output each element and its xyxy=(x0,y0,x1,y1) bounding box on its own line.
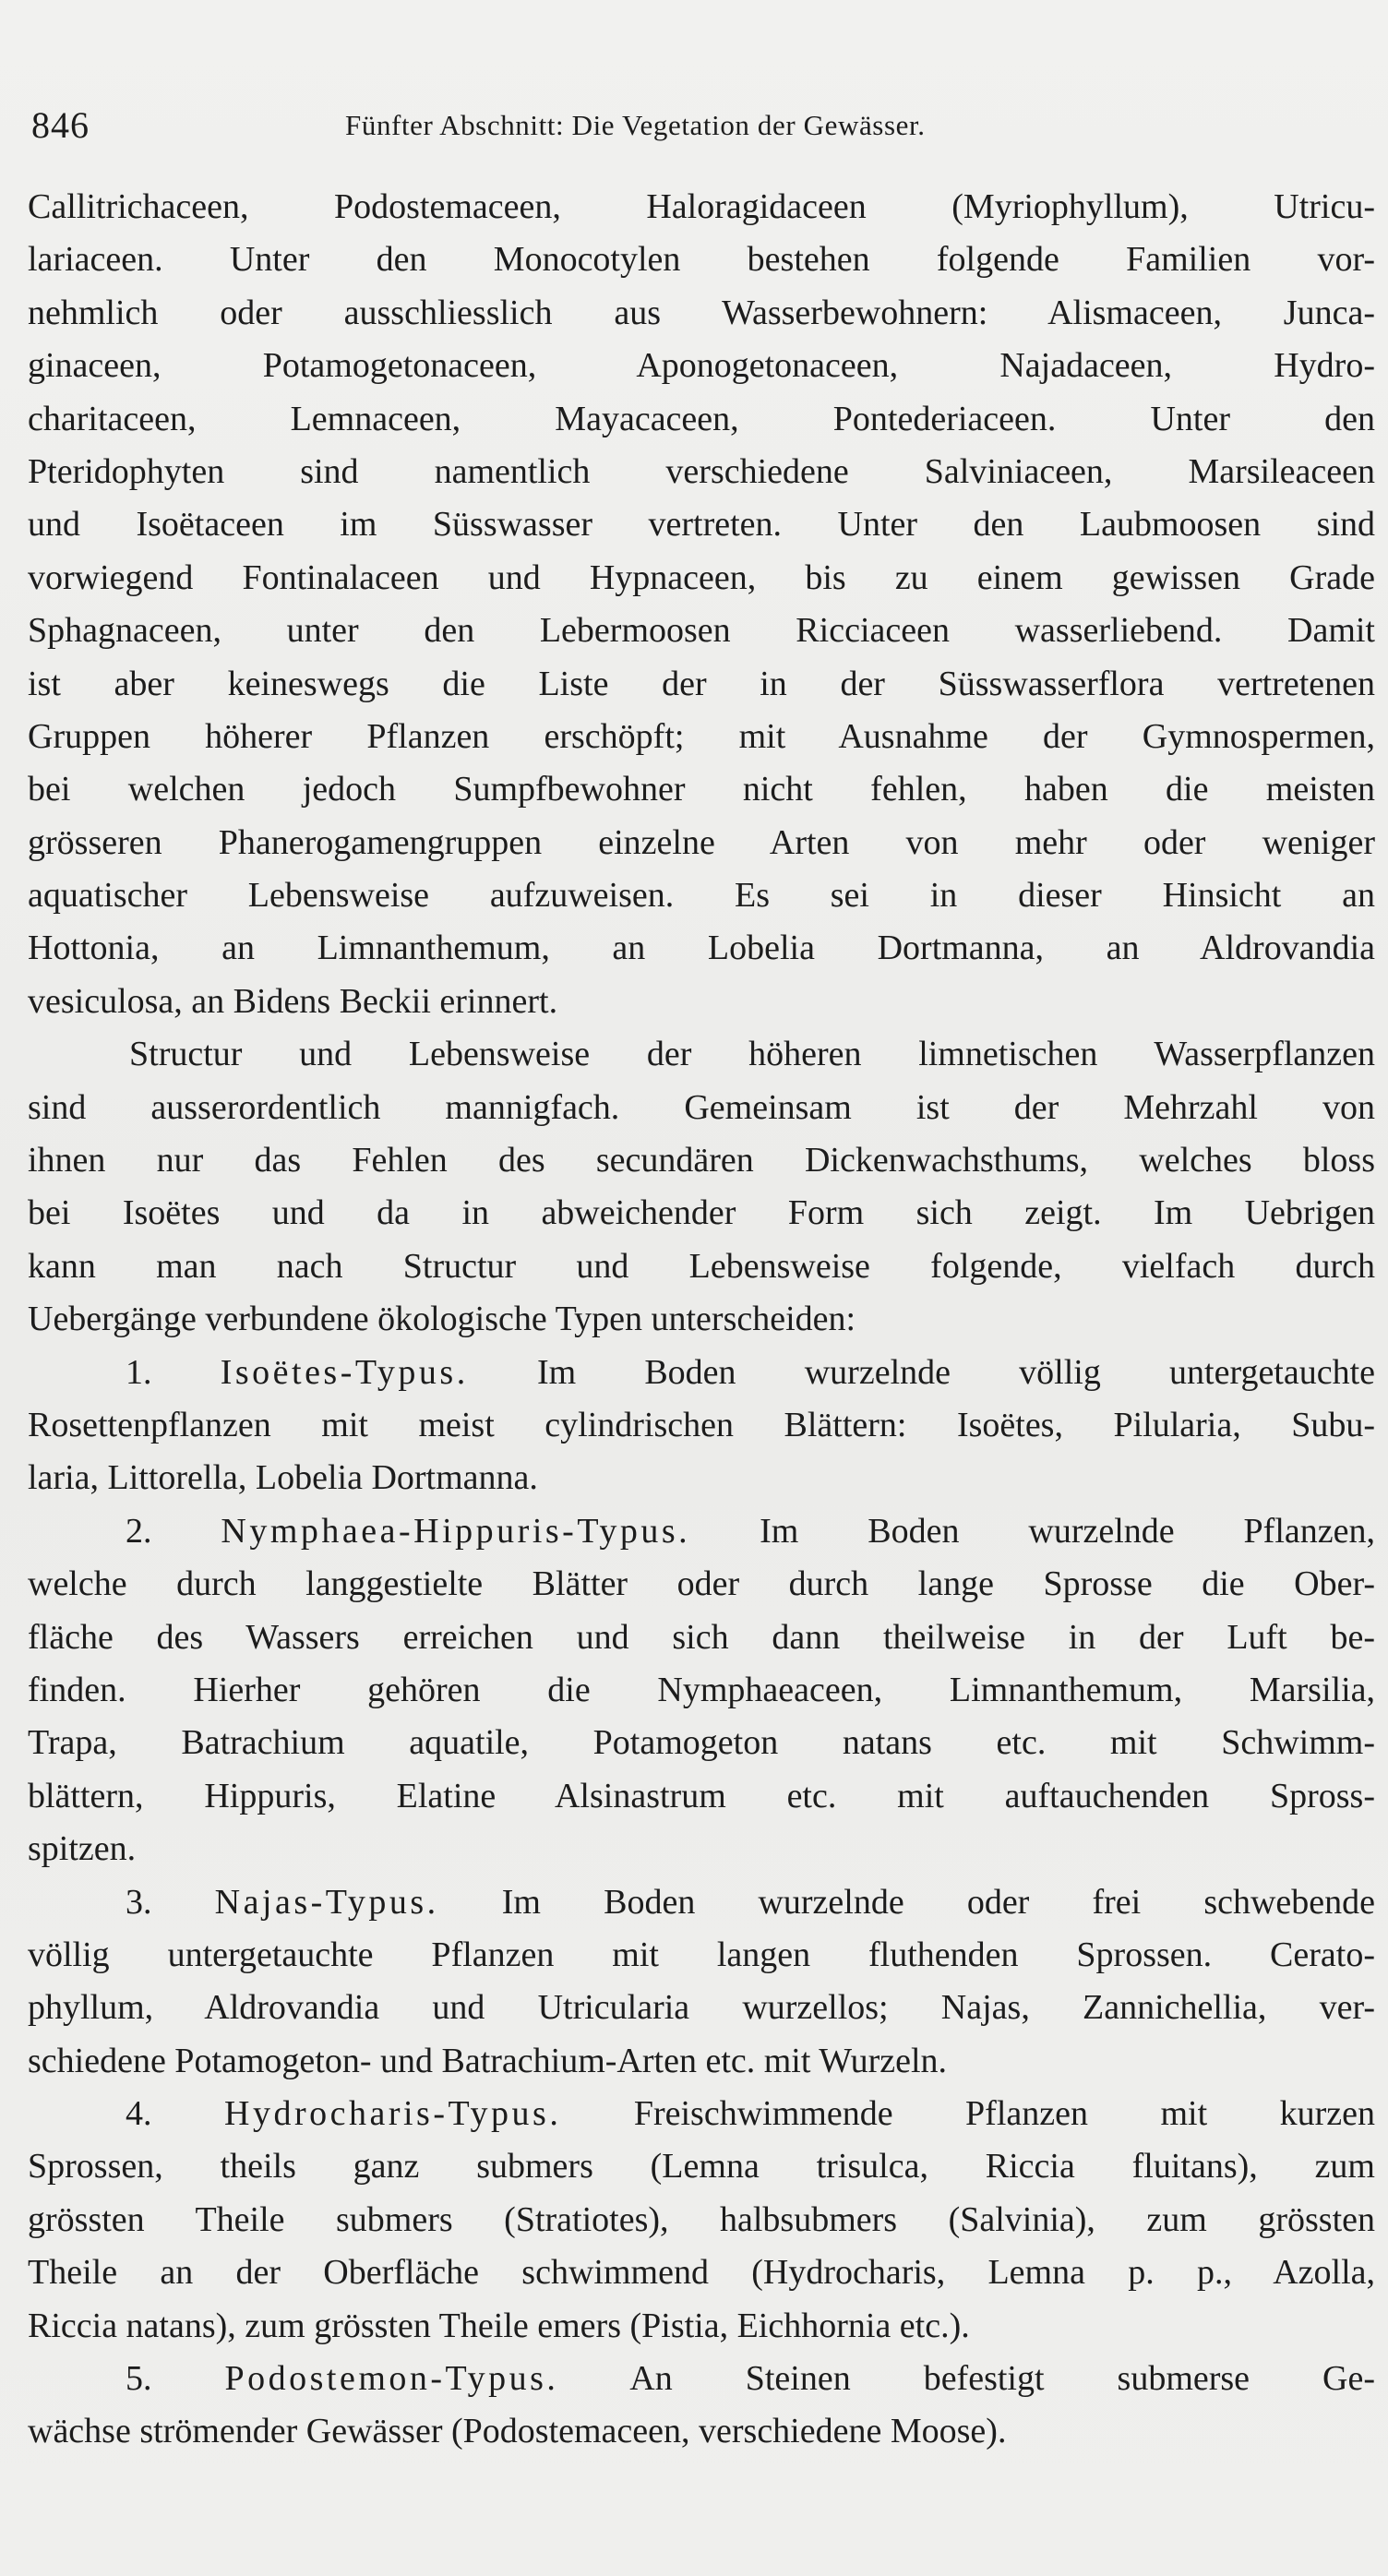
type-heading-line xyxy=(28,1505,1375,1558)
type-name: Hydrocharis-Typus. xyxy=(224,2094,562,2134)
text-line: aquatischer Lebensweise aufzuweisen. Es sei in dieser Hinsicht an xyxy=(28,876,1375,916)
text-line: grösseren Phanerogamengruppen einzelne Arten von mehr oder weniger xyxy=(28,822,1375,862)
type-name: Podostemon-Typus. xyxy=(224,2359,559,2399)
type-number: 4. xyxy=(126,2094,152,2134)
text-line: phyllum, Aldrovandia und Utricularia wurzellos; Najas, Zannichellia, ver- xyxy=(28,1988,1375,2028)
type-heading-line xyxy=(28,2088,1375,2140)
text-line: Trapa, Batrachium aquatile, Potamogeton natans etc. mit Schwimm- xyxy=(28,1723,1375,1763)
text-line: An Steinen befestigt submerse Ge- xyxy=(629,2359,1375,2399)
text-line: kann man nach Structur und Lebensweise folgende, vielfach durch xyxy=(28,1246,1375,1286)
text-line: finden. Hierher gehören die Nymphaeaceen, Limnanthemum, Marsilia, xyxy=(28,1670,1375,1709)
type-number: 5. xyxy=(126,2359,152,2399)
text-line: sind ausserordentlich mannigfach. Gemeinsam ist der Mehrzahl von xyxy=(28,1087,1375,1127)
type-number: 2. xyxy=(126,1511,152,1551)
type-name: Nymphaea-Hippuris-Typus. xyxy=(221,1511,691,1551)
text-line: bei welchen jedoch Sumpfbewohner nicht fehlen, haben die meisten xyxy=(28,770,1375,809)
text-line: fläche des Wassers erreichen und sich dann theilweise in der Luft be- xyxy=(28,1617,1375,1657)
text-line: blättern, Hippuris, Elatine Alsinastrum etc. mit auftauchenden Spross- xyxy=(28,1776,1375,1815)
text-line: Pteridophyten sind namentlich verschiedene Salviniaceen, Marsileaceen xyxy=(28,451,1375,491)
text-line: Structur und Lebensweise der höheren limnetischen Wasserpflanzen xyxy=(129,1035,1375,1074)
type-number: 3. xyxy=(126,1882,152,1922)
text-line: Riccia natans), zum grössten Theile emers (Pistia, Eichhornia etc.). xyxy=(28,2306,970,2345)
type-number: 1. xyxy=(126,1352,152,1392)
page-number: 846 xyxy=(31,104,90,146)
text-line: wächse strömender Gewässer (Podostemaceen, verschiedene Moose). xyxy=(28,2412,1007,2451)
text-line: Theile an der Oberfläche schwimmend (Hydrocharis, Lemna p. p., Azolla, xyxy=(28,2253,1375,2293)
text-line: charitaceen, Lemnaceen, Mayacaceen, Pontederiaceen. Unter den xyxy=(28,399,1375,438)
text-line: Sphagnaceen, unter den Lebermoosen Ricciaceen wasserliebend. Damit xyxy=(28,611,1375,651)
text-line: Gruppen höherer Pflanzen erschöpft; mit Ausnahme der Gymnospermen, xyxy=(28,716,1375,756)
text-line: welche durch langgestielte Blätter oder durch lange Sprosse die Ober- xyxy=(28,1564,1375,1604)
body-text xyxy=(28,181,1375,2459)
text-line: ginaceen, Potamogetonaceen, Aponogetonaceen, Najadaceen, Hydro- xyxy=(28,346,1375,386)
header-title: Fünfter Abschnitt: Die Vegetation der Gewässer. xyxy=(345,109,926,141)
type-heading-line xyxy=(28,1347,1375,1399)
text-line: Callitrichaceen, Podostemaceen, Haloragidaceen (Myriophyllum), Utricu- xyxy=(28,187,1375,226)
text-line: Rosettenpflanzen mit meist cylindrischen Blättern: Isoëtes, Pilularia, Subu- xyxy=(28,1405,1375,1444)
text-line: und Isoëtaceen im Süsswasser vertreten. Unter den Laubmoosen sind xyxy=(28,505,1375,545)
text-line: völlig untergetauchte Pflanzen mit langen fluthenden Sprossen. Cerato- xyxy=(28,1935,1375,1974)
text-line: vorwiegend Fontinalaceen und Hypnaceen, bis zu einem gewissen Grade xyxy=(28,557,1375,597)
text-line: Sprossen, theils ganz submers (Lemna trisulca, Riccia fluitans), zum xyxy=(28,2147,1375,2187)
text-line: ihnen nur das Fehlen des secundären Dickenwachsthums, welches bloss xyxy=(28,1141,1375,1180)
text-line: schiedene Potamogeton- und Batrachium-Arten etc. mit Wurzeln. xyxy=(28,2041,948,2080)
text-line: laria, Littorella, Lobelia Dortmanna. xyxy=(28,1458,538,1498)
text-line: Im Boden wurzelnde oder frei schwebende xyxy=(501,1882,1376,1922)
text-line: vesiculosa, an Bidens Beckii erinnert. xyxy=(28,981,558,1021)
text-line: ist aber keineswegs die Liste der in der Süsswasserflora vertretenen xyxy=(28,664,1375,703)
text-line: nehmlich oder ausschliesslich aus Wasserbewohnern: Alismaceen, Junca- xyxy=(28,293,1375,332)
text-line: Im Boden wurzelnde völlig untergetauchte xyxy=(536,1352,1376,1392)
text-line: Im Boden wurzelnde Pflanzen, xyxy=(760,1511,1375,1551)
running-head xyxy=(31,103,1065,159)
text-line: lariaceen. Unter den Monocotylen bestehen folgende Familien vor- xyxy=(28,240,1375,280)
text-line: Hottonia, an Limnanthemum, an Lobelia Dortmanna, an Aldrovandia xyxy=(28,929,1375,968)
text-line: bei Isoëtes und da in abweichender Form sich zeigt. Im Uebrigen xyxy=(28,1193,1375,1233)
text-line: Uebergänge verbundene ökologische Typen unterscheiden: xyxy=(28,1300,856,1339)
type-heading-line xyxy=(28,2353,1375,2405)
text-line: spitzen. xyxy=(28,1829,137,1869)
text-line: Freischwimmende Pflanzen mit kurzen xyxy=(633,2094,1376,2134)
type-heading-line xyxy=(28,1876,1375,1929)
type-name: Najas-Typus. xyxy=(214,1882,439,1922)
text-line: grössten Theile submers (Stratiotes), halbsubmers (Salvinia), zum grössten xyxy=(28,2199,1375,2239)
type-name: Isoëtes-Typus. xyxy=(220,1352,469,1392)
